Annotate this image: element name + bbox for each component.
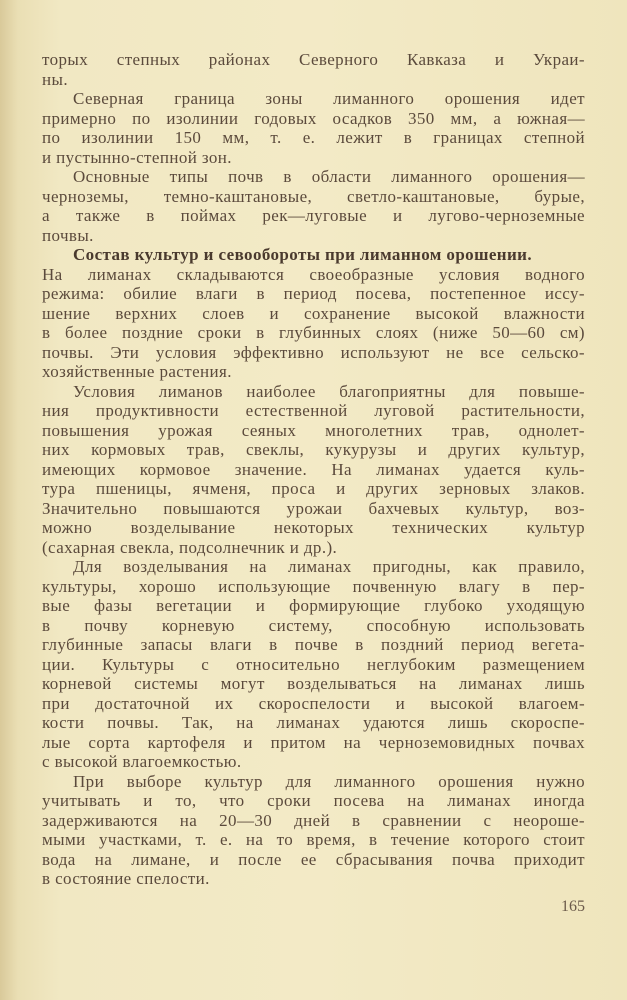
- text-line: Значительно повышаются урожаи бахчевых культур, воз-: [42, 498, 585, 518]
- text-line: можно возделывание некоторых технических культур: [42, 518, 585, 537]
- text-line: режима: обилие влаги в период посева, постепенное иссу-: [42, 284, 585, 303]
- paragraph: [42, 772, 585, 889]
- text-line: Основные типы почв в области лиманного орошения—: [73, 167, 585, 186]
- text-line: и пустынно-степной зон.: [42, 147, 232, 167]
- text-line: шение верхних слоев и сохранение высокой влажности: [42, 303, 585, 323]
- text-line: корневой системы могут возделываться на лиманах лишь: [42, 674, 585, 693]
- paragraph: [42, 167, 585, 245]
- text-line: лые сорта картофеля и притом на черноземовидных почвах: [42, 732, 585, 752]
- text-line: повышения урожая сеяных многолетних трав, однолет-: [42, 420, 585, 440]
- paragraph: [42, 89, 585, 167]
- page-body: [42, 50, 585, 889]
- text-line: в состояние спелости.: [42, 869, 210, 888]
- text-line: вода на лимане, и после ее сбрасывания почва приходит: [42, 849, 585, 869]
- text-line: На лиманах складываются своеобразные условия водного: [42, 264, 585, 284]
- text-line: Для возделывания на лиманах пригодны, как правило,: [73, 557, 585, 576]
- text-line: вые фазы вегетации и формирующие глубоко уходящую: [42, 596, 585, 615]
- text-line: мыми участками, т. е. на то время, в течение которого стоит: [42, 830, 585, 849]
- text-line: задерживаются на 20—30 дней в сравнении с неороше-: [42, 810, 585, 830]
- text-line: учитывать и то, что сроки посева на лиманах иногда: [42, 791, 585, 810]
- text-line: Условия лиманов наиболее благоприятны для повыше-: [73, 381, 585, 401]
- page-number: 165: [561, 898, 585, 915]
- text-line: почвы.: [42, 225, 94, 245]
- text-line: ны.: [42, 69, 68, 89]
- text-line: них кормовых трав, свеклы, кукурузы и других культур,: [42, 440, 585, 459]
- paragraph: [42, 557, 585, 772]
- text-line: кости почвы. Так, на лиманах удаются лишь скороспе-: [42, 713, 585, 732]
- text-line: хозяйственные растения.: [42, 362, 232, 381]
- text-line: (сахарная свекла, подсолнечник и др.).: [42, 537, 338, 557]
- text-line: культуры, хорошо использующие почвенную влагу в пер-: [42, 576, 585, 596]
- text-line: по изолинии 150 мм, т. е. лежит в границах степной: [42, 128, 585, 147]
- text-line: При выборе культур для лиманного орошения нужно: [73, 771, 585, 791]
- text-line: а также в поймах рек—луговые и лугово-черноземные: [42, 206, 585, 225]
- text-line: почвы. Эти условия эффективно используют не все сельско-: [42, 342, 585, 362]
- text-line: черноземы, темно-каштановые, светло-каштановые, бурые,: [42, 186, 585, 206]
- text-line: ния продуктивности естественной луговой растительности,: [42, 401, 585, 420]
- text-line: тура пшеницы, ячменя, проса и других зерновых злаков.: [42, 479, 585, 498]
- paragraph: [42, 50, 585, 89]
- paragraph: [42, 382, 585, 558]
- text-line: при достаточной их скороспелости и высокой влагоем-: [42, 693, 585, 713]
- text-line: глубинные запасы влаги в почве в поздний период вегета-: [42, 635, 585, 654]
- paragraph: [42, 245, 585, 382]
- text-line: примерно по изолинии годовых осадков 350 мм, а южная—: [42, 108, 585, 128]
- text-line: в почву корневую систему, способную использовать: [42, 615, 585, 635]
- text-line: с высокой влагоемкостью.: [42, 752, 242, 771]
- text-line: торых степных районах Северного Кавказа и Украи-: [42, 50, 585, 69]
- text-line: в более поздние сроки в глубинных слоях (ниже 50—60 см): [42, 323, 585, 342]
- text-line: Северная граница зоны лиманного орошения идет: [73, 89, 585, 108]
- text-line: ции. Культуры с относительно неглубоким размещением: [42, 654, 585, 674]
- text-line: имеющих кормовое значение. На лиманах удается куль-: [42, 459, 585, 479]
- section-heading: Состав культур и севообороты при лиманном орошении.: [73, 245, 533, 264]
